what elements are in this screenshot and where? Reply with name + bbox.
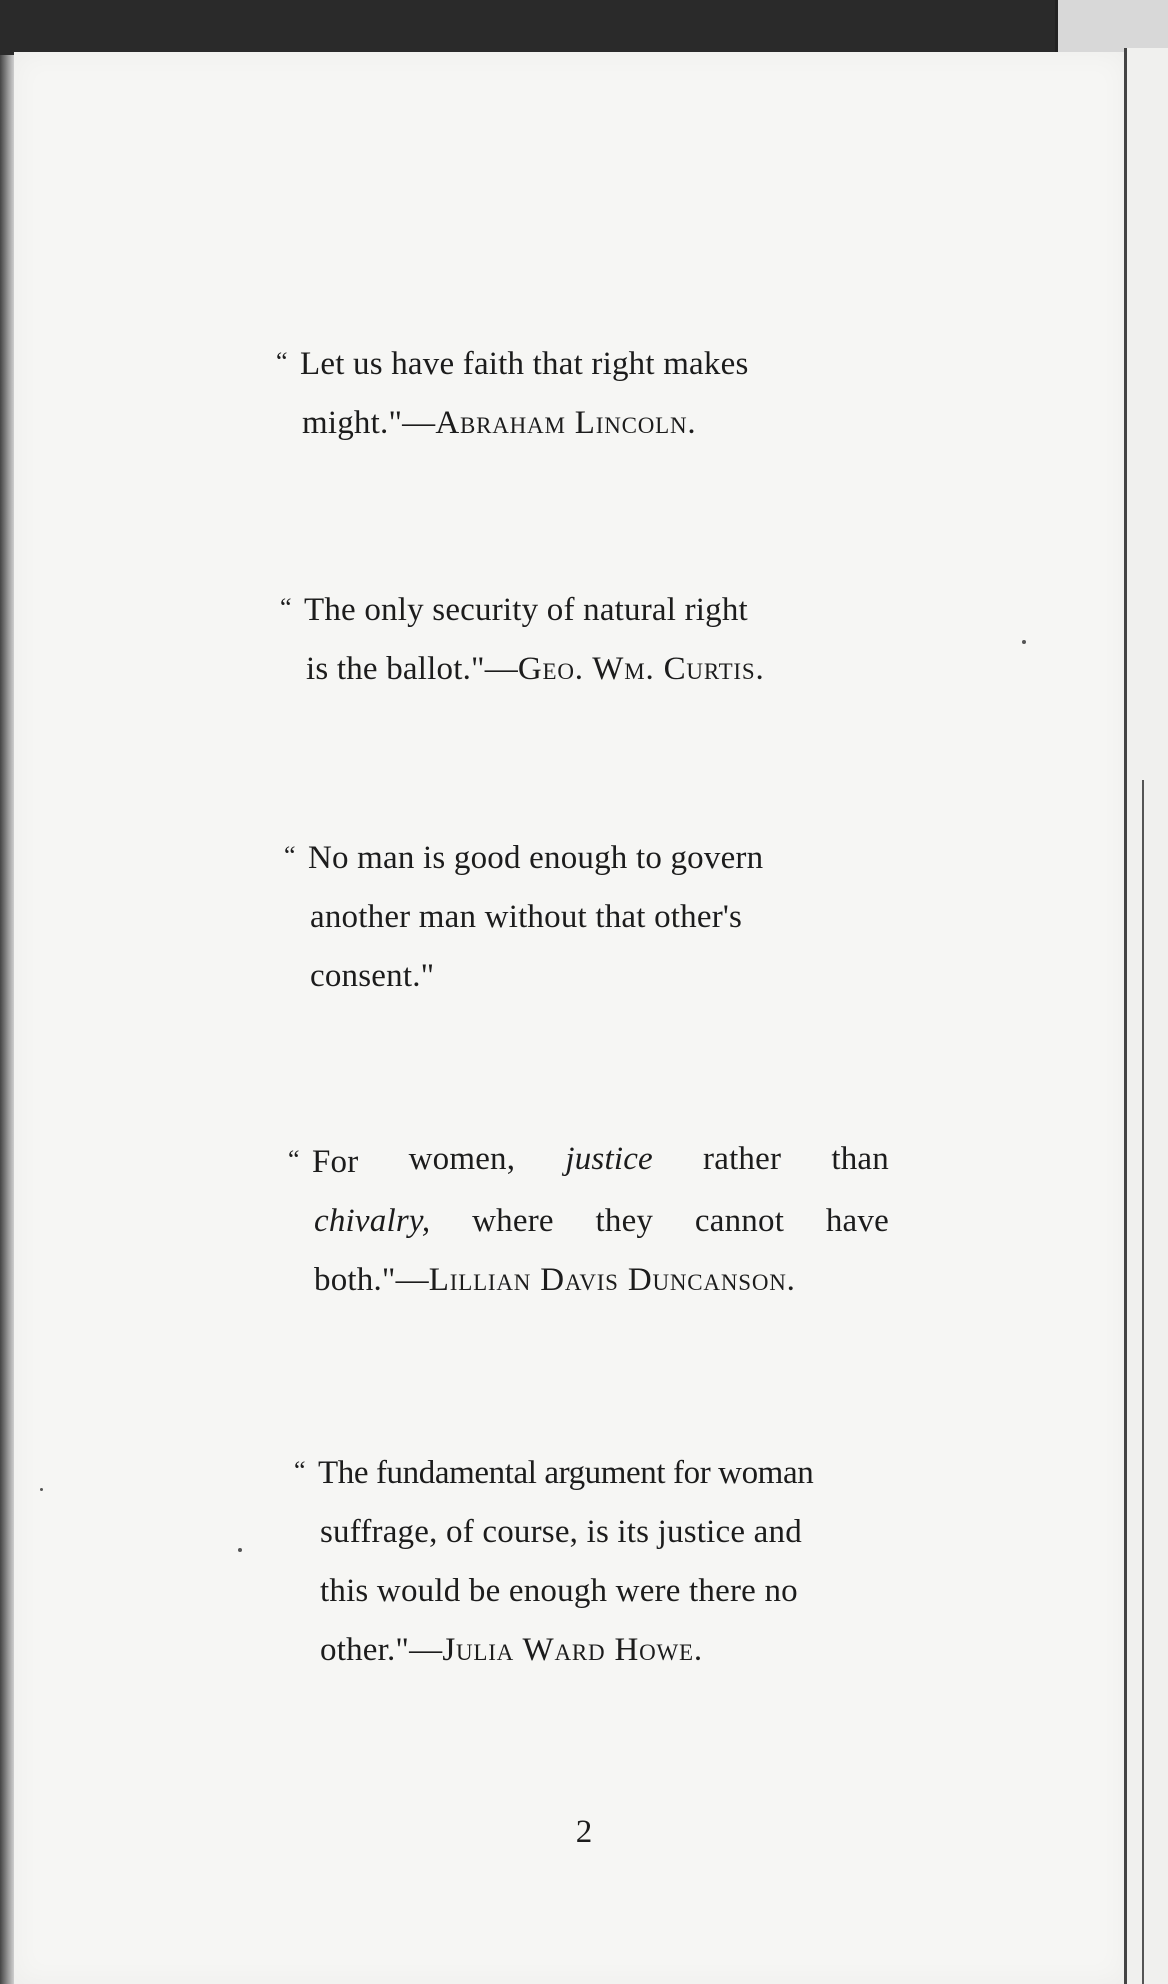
quote-word-italic: justice xyxy=(565,1141,653,1177)
quote-consent xyxy=(284,826,886,1006)
quote-text: For xyxy=(312,1144,359,1180)
quote-line xyxy=(294,1441,894,1503)
open-quote-mark: “ xyxy=(294,1456,306,1485)
quote-line xyxy=(314,1192,889,1251)
quote-author: Geo. Wm. Curtis. xyxy=(517,651,765,687)
quote-line xyxy=(310,888,886,947)
quote-text: The fundamental argument for woman xyxy=(318,1455,814,1491)
open-quote-mark: “ xyxy=(280,593,292,622)
quote-text: Let us have faith that right makes xyxy=(300,346,749,382)
open-quote-mark: “ xyxy=(288,1145,300,1174)
quote-word: than xyxy=(831,1141,889,1177)
quote-text: both."— xyxy=(314,1262,429,1298)
quote-word: they xyxy=(595,1203,654,1239)
quote-line xyxy=(320,1503,894,1562)
quote-text: suffrage, of course, is its justice and xyxy=(320,1514,802,1550)
quote-lincoln xyxy=(276,332,878,453)
quote-line xyxy=(302,394,878,453)
quote-howe xyxy=(294,1441,894,1680)
quote-text: another man without that other's xyxy=(310,899,743,935)
open-quote-mark: “ xyxy=(276,347,288,376)
quote-word: have xyxy=(825,1203,889,1239)
quote-line xyxy=(306,640,880,699)
quote-author: Julia Ward Howe. xyxy=(442,1632,703,1668)
quote-line xyxy=(314,1251,889,1310)
quote-word: where xyxy=(472,1203,554,1239)
page-number: 2 xyxy=(575,1814,593,1850)
quote-line xyxy=(280,578,880,640)
quote-text: other."— xyxy=(320,1632,443,1668)
quote-curtis xyxy=(280,578,880,699)
quote-line xyxy=(320,1621,894,1680)
quote-word xyxy=(288,1130,359,1192)
open-quote-mark: “ xyxy=(284,841,296,870)
quote-author: Abraham Lincoln. xyxy=(435,405,697,441)
quote-word: cannot xyxy=(694,1203,785,1239)
quote-word-italic: chivalry, xyxy=(314,1203,431,1239)
quote-text: this would be enough were there no xyxy=(320,1573,798,1609)
quote-duncanson xyxy=(288,1130,889,1310)
quote-text: consent." xyxy=(310,958,435,994)
quote-author: Lillian Davis Duncanson. xyxy=(428,1262,796,1298)
quote-text: No man is good enough to govern xyxy=(308,840,764,876)
quote-line xyxy=(276,332,878,394)
quote-line xyxy=(320,1562,894,1621)
quote-word: women, xyxy=(408,1141,516,1177)
quote-text: The only security of natural right xyxy=(304,592,748,628)
quote-line xyxy=(288,1130,889,1192)
quote-line xyxy=(284,826,886,888)
quote-word: rather xyxy=(703,1141,782,1177)
quote-text: might."— xyxy=(302,405,436,441)
quote-line xyxy=(310,947,886,1006)
quote-text: is the ballot."— xyxy=(306,651,518,687)
